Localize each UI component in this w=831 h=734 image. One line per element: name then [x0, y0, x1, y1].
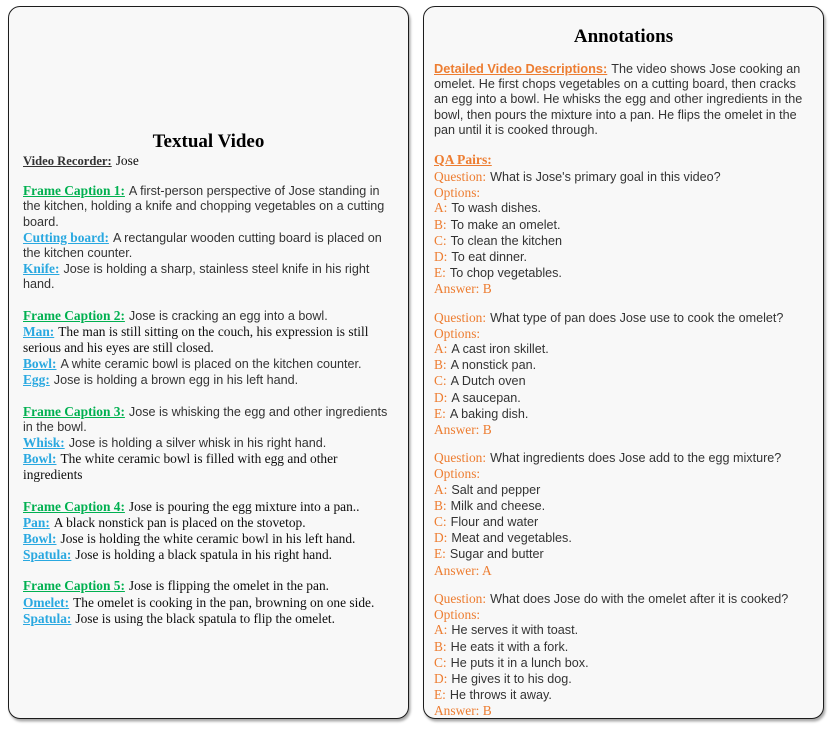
option-line [434, 200, 807, 216]
option-line [434, 655, 807, 671]
annotations-body [424, 61, 823, 719]
object-line [23, 230, 395, 261]
option-letter: A: [434, 200, 448, 216]
option-line [434, 498, 807, 514]
option-line [434, 265, 807, 281]
frame-caption-section-1 [23, 183, 395, 292]
option-letter: E: [434, 546, 446, 562]
option-text: A saucepan. [451, 390, 521, 405]
object-label: Whisk: [23, 435, 65, 451]
option-letter: B: [434, 357, 447, 373]
option-text: A cast iron skillet. [451, 342, 549, 357]
object-line [23, 515, 395, 531]
option-line [434, 530, 807, 546]
object-text: Jose is holding a silver whisk in his right hand. [68, 436, 327, 451]
option-line [434, 687, 807, 703]
answer-line: Answer: B [434, 422, 492, 438]
option-line [434, 217, 807, 233]
option-letter: C: [434, 654, 447, 670]
object-line [23, 435, 395, 451]
options-label: Options: [434, 466, 481, 482]
option-line [434, 390, 807, 406]
object-line [23, 595, 395, 611]
question-text: What is Jose's primary goal in this video? [490, 170, 721, 185]
object-line [23, 611, 395, 627]
option-letter: C: [434, 373, 447, 389]
question-label: Question: [434, 169, 487, 185]
option-text: Sugar and butter [449, 547, 544, 562]
object-text: Jose is holding the white ceramic bowl in his left hand. [60, 531, 356, 547]
object-label: Man: [23, 323, 55, 339]
video-recorder-line [23, 153, 395, 169]
option-text: He gives it to his dog. [451, 671, 572, 686]
question-label: Question: [434, 450, 487, 466]
frame-caption-label: Frame Caption 4: [23, 498, 125, 514]
object-label: Spatula: [23, 547, 72, 563]
frame-caption-label: Frame Caption 3: [23, 403, 125, 419]
frame-caption-sections [23, 183, 395, 627]
option-line [434, 341, 807, 357]
question-line [434, 310, 807, 326]
object-text: The man is still sitting on the couch, his expression is still serious and his eyes are still closed. [23, 323, 369, 356]
frame-caption-section-5 [23, 578, 395, 627]
option-text: A nonstick pan. [450, 358, 537, 373]
option-letter: D: [434, 530, 448, 546]
option-letter: D: [434, 249, 448, 265]
object-line [23, 531, 395, 547]
qa-pair-2 [434, 310, 807, 438]
option-text: To eat dinner. [451, 250, 528, 265]
textual-video-panel [8, 6, 409, 719]
option-letter: C: [434, 514, 447, 530]
option-text: He puts it in a lunch box. [450, 655, 589, 670]
option-letter: E: [434, 687, 446, 703]
option-letter: A: [434, 622, 448, 638]
frame-caption-label: Frame Caption 2: [23, 307, 125, 323]
frame-caption-text: A first-person perspective of Jose standing in the kitchen, holding a knife and chopping vegetables on a cutting board. [23, 184, 385, 229]
frame-caption-text: Jose is pouring the egg mixture into a pan.. [128, 498, 360, 514]
option-text: Milk and cheese. [450, 498, 546, 513]
object-line [23, 547, 395, 563]
option-text: Flour and water [450, 515, 539, 530]
option-line [434, 639, 807, 655]
option-line [434, 233, 807, 249]
answer-line: Answer: A [434, 562, 492, 578]
object-line [23, 451, 395, 483]
annotations-title: Annotations [573, 26, 674, 47]
qa-pair-1 [434, 169, 807, 297]
video-recorder-label: Video Recorder: [23, 154, 112, 168]
frame-caption-line [23, 183, 395, 230]
object-text: Jose is holding a brown egg in his left hand. [53, 373, 299, 388]
question-label: Question: [434, 309, 487, 325]
option-text: He throws it away. [449, 688, 552, 703]
object-text: Jose is using the black spatula to flip the omelet. [75, 610, 335, 626]
frame-caption-line [23, 499, 395, 515]
object-label: Spatula: [23, 610, 72, 626]
option-text: He serves it with toast. [451, 623, 579, 638]
frame-caption-line [23, 308, 395, 324]
options-label: Options: [434, 185, 481, 201]
option-letter: C: [434, 232, 447, 248]
option-letter: D: [434, 389, 448, 405]
option-letter: E: [434, 405, 446, 421]
option-line [434, 671, 807, 687]
textual-video-title: Textual Video [152, 131, 265, 152]
object-line [23, 261, 395, 292]
options-label: Options: [434, 607, 481, 623]
object-text: The omelet is cooking in the pan, browning on one side. [73, 594, 375, 610]
frame-caption-label: Frame Caption 1: [23, 183, 125, 199]
option-text: To make an omelet. [450, 217, 561, 232]
object-line [23, 356, 395, 372]
option-letter: B: [434, 497, 447, 513]
answer-line: Answer: B [434, 703, 492, 719]
question-text: What type of pan does Jose use to cook the omelet? [490, 310, 784, 325]
textual-video-body [9, 153, 408, 627]
object-text: Jose is holding a black spatula in his right hand. [75, 547, 332, 563]
answer-line: Answer: B [434, 281, 492, 297]
question-label: Question: [434, 590, 487, 606]
option-line [434, 373, 807, 389]
option-text: To chop vegetables. [449, 266, 562, 281]
qa-pair-3 [434, 450, 807, 578]
question-line [434, 591, 807, 607]
option-line [434, 249, 807, 265]
qa-pairs-header: QA Pairs: [434, 152, 492, 168]
options-label: Options: [434, 325, 481, 341]
object-label: Bowl: [23, 451, 57, 467]
option-line [434, 514, 807, 530]
option-text: Salt and pepper [451, 482, 541, 497]
option-text: Meat and vegetables. [451, 531, 572, 546]
video-recorder-value: Jose [115, 153, 139, 168]
annotations-panel [423, 6, 824, 719]
object-label: Egg: [23, 372, 50, 388]
object-text: The white ceramic bowl is filled with egg and other ingredients [23, 451, 338, 483]
question-text: What ingredients does Jose add to the egg mixture? [490, 451, 782, 466]
frame-caption-section-4 [23, 499, 395, 564]
option-letter: E: [434, 265, 446, 281]
option-line [434, 357, 807, 373]
option-text: A Dutch oven [450, 374, 526, 389]
object-text: A rectangular wooden cutting board is placed on the kitchen counter. [23, 230, 382, 261]
object-text: Jose is holding a sharp, stainless steel knife in his right hand. [23, 262, 370, 292]
frame-caption-section-2 [23, 308, 395, 389]
qa-pair-4 [434, 591, 807, 719]
detailed-description [434, 61, 807, 138]
frame-caption-line [23, 404, 395, 435]
option-text: He eats it with a fork. [450, 639, 569, 654]
object-label: Knife: [23, 261, 60, 277]
option-letter: A: [434, 481, 448, 497]
option-letter: B: [434, 216, 447, 232]
option-text: To wash dishes. [451, 201, 542, 216]
option-text: A baking dish. [449, 406, 529, 421]
object-line [23, 324, 395, 356]
frame-caption-text: Jose is cracking an egg into a bowl. [128, 308, 328, 323]
object-text: A black nonstick pan is placed on the stovetop. [53, 514, 306, 530]
frame-caption-text: Jose is whisking the egg and other ingredients in the bowl. [23, 404, 388, 434]
question-text: What does Jose do with the omelet after it is cooked? [490, 591, 789, 606]
option-text: To clean the kitchen [450, 233, 562, 248]
option-line [434, 622, 807, 638]
object-line [23, 372, 395, 388]
option-letter: A: [434, 341, 448, 357]
frame-caption-section-3 [23, 404, 395, 484]
option-line [434, 406, 807, 422]
frame-caption-line [23, 578, 395, 594]
option-letter: D: [434, 670, 448, 686]
object-label: Bowl: [23, 356, 57, 372]
question-line [434, 169, 807, 185]
option-letter: B: [434, 638, 447, 654]
object-label: Pan: [23, 514, 50, 530]
question-line [434, 450, 807, 466]
detailed-description-label: Detailed Video Descriptions: [434, 61, 608, 76]
frame-caption-label: Frame Caption 5: [23, 578, 125, 594]
object-label: Omelet: [23, 594, 70, 610]
frame-caption-text: Jose is flipping the omelet in the pan. [128, 578, 329, 594]
object-label: Cutting board: [23, 229, 109, 245]
option-line [434, 546, 807, 562]
object-label: Bowl: [23, 531, 57, 547]
option-line [434, 482, 807, 498]
detailed-description-text: The video shows Jose cooking an omelet. He first chops vegetables on a cutting board, then cracks an egg into a bowl. He whisks the egg and other ingredients in the bowl, then pours the mixture into a pan. He flips the omelet in the pan until it is cooked through. [434, 62, 803, 137]
object-text: A white ceramic bowl is placed on the kitchen counter. [60, 357, 362, 372]
